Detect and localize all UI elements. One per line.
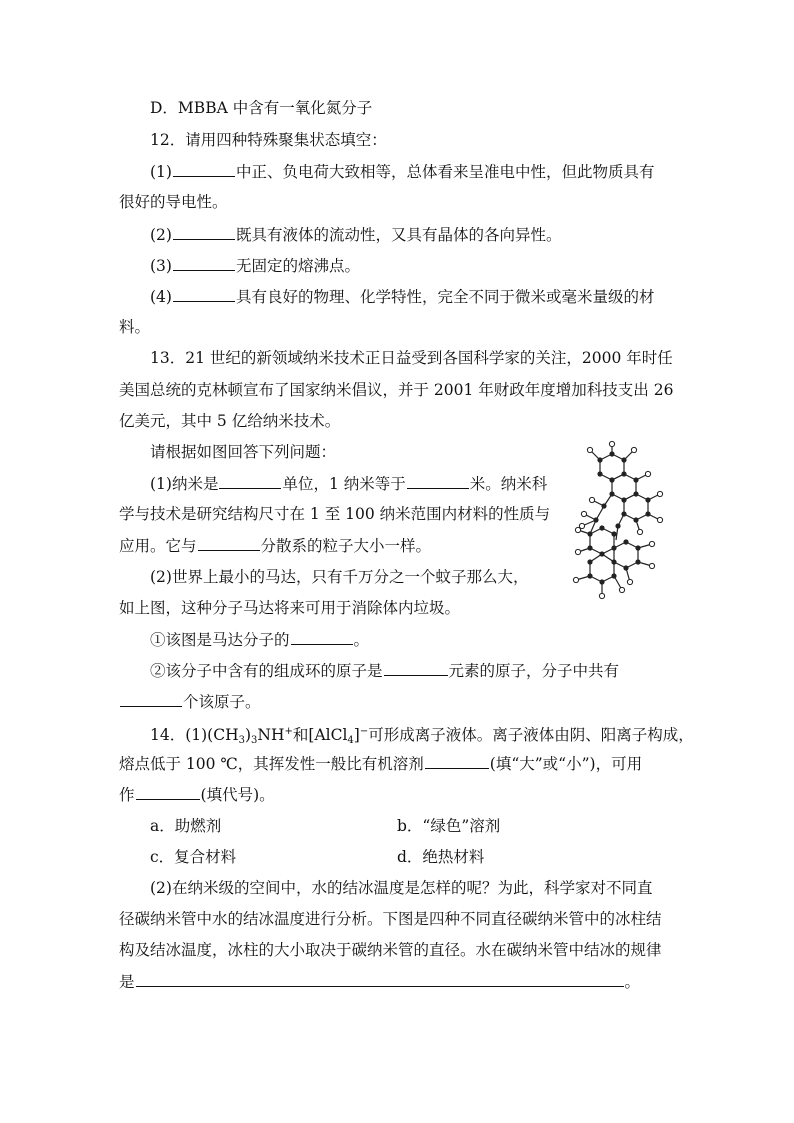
superscript: + [284,726,293,737]
q14-option-b: b．“绿色”溶剂 [397,817,501,835]
q13-stem-line2: 美国总统的克林顿宣布了国家纳米倡议，并于 2001 年财政年度增加科技支出 26 [119,381,674,399]
q14-line3 [119,783,275,806]
answer-blank[interactable] [136,970,624,987]
q14-l2-a: 熔点低于 100 ℃，其挥发性一般比有机溶剂 [119,755,424,773]
q14-line1 [150,721,694,752]
answer-blank[interactable] [407,472,469,489]
q13-stem-line3: 亿美元，其中 5 亿给纳米技术。 [119,412,341,430]
q13-s1-b: 。 [353,631,370,649]
answer-blank[interactable] [384,659,448,676]
subscript: 3 [238,735,245,746]
q14-l3-b: (填代号)。 [200,786,275,804]
q13-part1-line3 [119,534,431,557]
q12-p4-num: (4) [150,288,172,306]
q14-l1-d: 和[AlCl [292,726,348,744]
q13-sub2 [150,659,619,682]
answer-blank[interactable] [120,690,182,707]
q14-part2-line3: 构及结冰温度，冰柱的大小取决于碳纳米管的直径。水在碳纳米管中结冰的规律 [119,941,662,959]
answer-blank[interactable] [173,254,235,271]
q14-l1-c: NH [257,726,285,744]
q14-l1-b: ) [244,726,252,744]
q13-p1-l3b: 分散系的粒子大小一样。 [260,537,432,555]
q12-p3-text: 无固定的熔沸点。 [235,257,360,275]
q14-l2-b: (填“大”或“小”)，可用 [489,755,643,773]
q12-part1 [150,160,654,183]
q14-part2-line4 [119,970,640,993]
subscript: 4 [347,735,354,746]
q14-part2-line2: 径碳纳米管中水的结冰温度进行分析。下图是四种不同直径碳纳米管中的冰柱结 [119,910,662,928]
q12-p3-num: (3) [150,257,172,275]
q12-p4-cont: 料。 [119,318,151,336]
superscript: − [359,726,369,737]
answer-blank[interactable] [198,534,260,551]
answer-blank[interactable] [136,783,200,800]
answer-blank[interactable] [173,285,235,302]
q13-p1-c: 米。纳米科 [469,475,548,493]
subscript: 3 [251,735,258,746]
q13-stem-line1: 13．21 世纪的新领域纳米技术正日益受到各国科学家的关注，2000 年时任 [150,349,673,367]
q12-p1-text: 中正、负电荷大致相等，总体看来呈准电中性，但此物质具有 [235,163,655,181]
q13-sub1 [150,628,369,651]
answer-blank[interactable] [173,223,235,240]
q12-stem: 12．请用四种特殊聚集状态填空： [150,131,387,149]
molecular-motor-figure [560,440,670,610]
q14-p2-l4a: 是 [119,973,135,991]
q13-p1-l3a: 应用。它与 [119,537,197,555]
q12-part3 [150,254,360,277]
answer-blank[interactable] [425,752,489,769]
q14-part2-line1: (2)在纳米级的空间中，水的结冰温度是怎样的呢？为此，科学家对不同直 [150,879,653,897]
q13-s2-c: 个该原子。 [183,693,261,711]
q13-part1-line1 [150,472,547,495]
q14-option-d: d．绝热材料 [397,848,485,866]
q14-p2-l4b: 。 [624,973,641,991]
q13-sub2-cont [119,690,261,713]
q13-part2-line2: 如上图，这种分子马达将来可用于消除体内垃圾。 [119,599,461,617]
q12-part4 [150,285,654,308]
q14-l1-f: 可形成离子液体。离子液体由阴、阳离子构成， [368,726,694,744]
q11-option-d: D．MBBA 中含有一氧化氮分子 [150,99,373,117]
answer-blank[interactable] [173,160,235,177]
q14-option-c: c．复合材料 [150,848,237,866]
answer-blank[interactable] [291,628,353,645]
q13-p1-b: 单位，1 纳米等于 [282,475,406,493]
q13-part2-line1: (2)世界上最小的马达，只有千万分之一个蚊子那么大， [150,568,529,586]
q13-s1-a: ①该图是马达分子的 [150,631,290,649]
q13-s2-b: 元素的原子，分子中共有 [448,662,620,680]
q13-prompt: 请根据如图回答下列问题： [150,443,337,461]
q14-line2 [119,752,642,775]
q13-part1-line2: 学与技术是研究结构尺寸在 1 至 100 纳米范围内材料的性质与 [119,505,551,523]
q12-p1-num: (1) [150,163,172,181]
q13-s2-a: ②该分子中含有的组成环的原子是 [150,662,383,680]
q12-p1-cont: 很好的导电性。 [119,193,228,211]
q14-l1-a: 14．(1)(CH [150,726,239,744]
q14-option-a: a．助燃剂 [150,817,222,835]
answer-blank[interactable] [219,472,281,489]
q12-p2-num: (2) [150,226,172,244]
q12-p2-text: 既具有液体的流动性，又具有晶体的各向异性。 [235,226,562,244]
q14-l3-a: 作 [119,786,135,804]
q12-part2 [150,223,561,246]
q14-l1-e: ] [353,726,360,744]
q13-p1-a: (1)纳米是 [150,475,219,493]
q12-p4-text: 具有良好的物理、化学特性，完全不同于微米或毫米量级的材 [235,288,655,306]
